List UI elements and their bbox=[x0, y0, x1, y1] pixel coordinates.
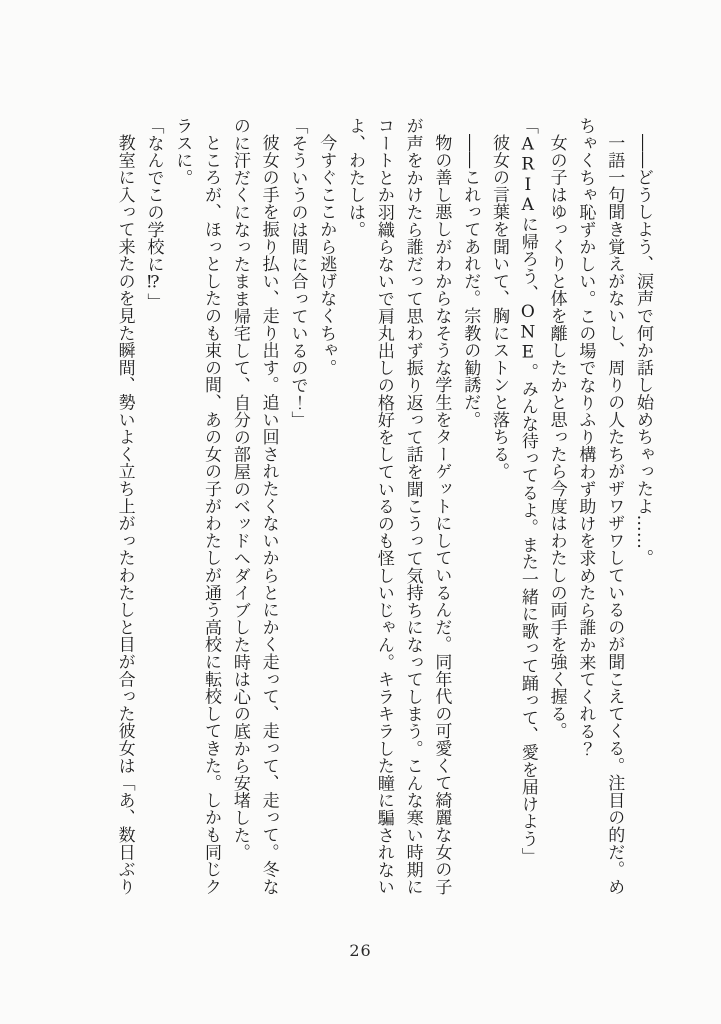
latin-upright-run: ARIA bbox=[517, 134, 538, 216]
text-line: のに汗だくになったまま帰宅して、自分の部屋のベッドへダイブした時は心の底から安堵した。 bbox=[229, 117, 250, 861]
text-line: ――どうしよう、涙声で何か話し始めちゃったよ……。 bbox=[633, 134, 653, 567]
text-line: 「なんでこの学校に⁉」 bbox=[143, 117, 164, 311]
text-line: 物の善し悪しがわからなそうな学生をターゲットにしているんだ。同年代の可愛くて綺麗な女の子 bbox=[431, 134, 452, 896]
vertical-text-block bbox=[110, 117, 657, 929]
text-line: 彼女の手を振り払い、走り出す。追い回されたくないからとにかく走って、走って、走って。冬な bbox=[258, 134, 279, 896]
text-line: 教室に入って来たのを見た瞬間、勢いよく立ち上がったわたしと目が合った彼女は「あ、数日ぶり bbox=[114, 134, 135, 896]
text-line: ちゃくちゃ恥ずかしい。この場でなりふり構わず助けを求めたら誰か来てくれる？ bbox=[575, 117, 596, 758]
text-line: コートとか羽織らないで肩丸出しの格好をしているのも怪しいじゃん。キラキラした瞳に騙されない bbox=[373, 117, 394, 896]
text-line: 「ARIAに帰ろう、ONE。みんな待ってるよ。また一緒に歌って踊って、愛を届けよう」 bbox=[517, 117, 538, 865]
page-number: 26 bbox=[349, 941, 372, 960]
text-line: よ、わたしは。 bbox=[345, 117, 366, 239]
text-line: 「そういうのは間に合っているので！」 bbox=[287, 117, 308, 429]
text-line: ところが、ほっとしたのも束の間、あの女の子がわたしが通う高校に転校してきた。しかも同じク bbox=[201, 134, 222, 896]
text-line: ――これってあれだ。宗教の勧誘だ。 bbox=[460, 134, 481, 429]
latin-upright-run: ONE bbox=[517, 302, 538, 363]
text-line: 彼女の言葉を聞いて、胸にストンと落ちる。 bbox=[489, 134, 510, 480]
text-line: ラスに。 bbox=[172, 117, 193, 187]
text-line: 今すぐここから逃げなくちゃ。 bbox=[316, 134, 337, 377]
text-line: が声をかけたら誰だって思わず振り返って話を聞こうって気持ちになってしまう。こんな寒い時期に bbox=[402, 117, 423, 896]
text-line: 一語一句聞き覚えがないし、周りの人たちがザワザワしているのが聞こえてくる。注目の的だ。め bbox=[604, 134, 625, 896]
text-line: 女の子はゆっくりと体を離したかと思ったら今度はわたしの両手を強く握る。 bbox=[546, 134, 567, 740]
